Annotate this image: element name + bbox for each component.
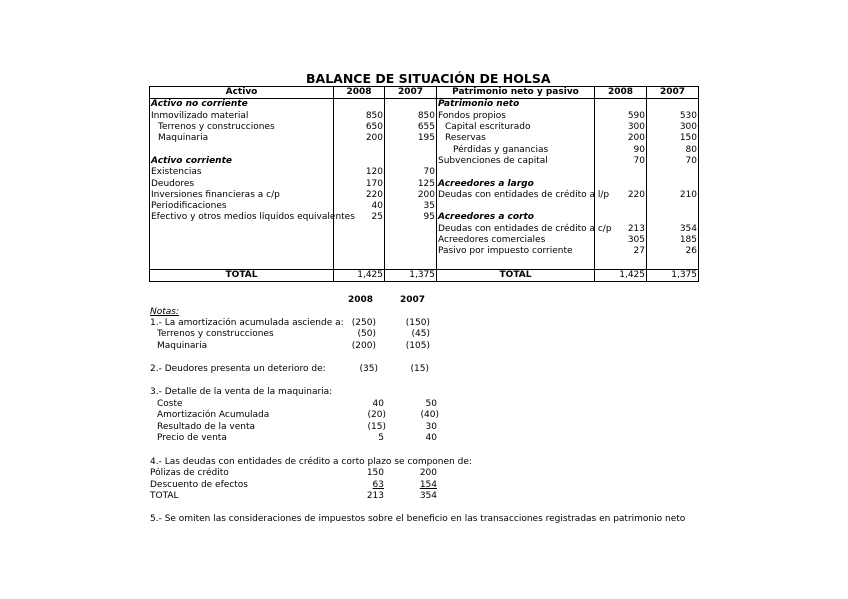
pasivo-2007 — [647, 178, 699, 189]
activo-2008 — [334, 235, 385, 246]
pasivo-2007 — [647, 212, 699, 223]
activo-2008: 40 — [334, 201, 385, 212]
pasivo-2007: 210 — [647, 190, 699, 201]
activo-label: Existencias — [150, 167, 334, 178]
pasivo-2007: 26 — [647, 246, 699, 257]
pasivo-label: Fondos propios — [437, 111, 595, 122]
pasivo-2008: 200 — [595, 133, 647, 144]
activo-label: Periodificaciones — [150, 201, 334, 212]
total-2007-left: 1,375 — [385, 269, 437, 281]
note-5-text: 5.- Se omiten las consideraciones de impuestos sobre el beneficio en las transacciones registradas en patrimonio neto — [150, 514, 686, 524]
note-1a-text: Terrenos y construcciones — [157, 329, 274, 339]
note-4b-text: Descuento de efectos — [150, 480, 248, 490]
pasivo-2008: 305 — [595, 235, 647, 246]
pasivo-2007: 530 — [647, 111, 699, 122]
activo-2007 — [385, 156, 437, 167]
activo-2008 — [334, 257, 385, 269]
pasivo-label: Deudas con entidades de crédito a c/p — [438, 223, 612, 234]
note-3b-text: Amortización Acumulada — [157, 410, 270, 420]
note-2-text: 2.- Deudores presenta un deterioro de: — [150, 364, 326, 374]
activo-label: Activo no corriente — [150, 99, 334, 111]
table-row — [150, 144, 699, 155]
pasivo-2007 — [647, 167, 699, 178]
note-1a-2007: (45) — [411, 329, 430, 339]
activo-label — [150, 224, 334, 235]
note-3c-2007: 30 — [425, 422, 437, 432]
pasivo-2008 — [595, 257, 647, 269]
total-2007-right: 1,375 — [647, 269, 699, 281]
pasivo-label: Subvenciones de capital — [437, 156, 595, 167]
table-row — [150, 178, 699, 189]
pasivo-2008: 90 — [595, 144, 647, 155]
pasivo-label — [437, 201, 595, 212]
note-3c-2008: (15) — [367, 422, 386, 432]
activo-2007: 655 — [385, 122, 437, 133]
table-header-row — [150, 87, 699, 99]
header-activo: Activo — [150, 87, 334, 99]
pasivo-2008: 220 — [595, 190, 647, 201]
note-3c-text: Resultado de la venta — [157, 422, 256, 432]
table-row — [150, 111, 699, 122]
table-row — [150, 257, 699, 269]
activo-2007 — [385, 144, 437, 155]
pasivo-label: Pasivo por impuesto corriente — [437, 246, 595, 257]
note-4c-2008: 213 — [366, 491, 384, 501]
note-1-2007: (150) — [405, 318, 430, 328]
activo-label — [150, 144, 334, 155]
note-2-2007: (15) — [410, 364, 429, 374]
activo-label — [150, 246, 334, 257]
pasivo-2008: 213 — [595, 224, 647, 235]
note-4a-2008: 150 — [366, 468, 384, 478]
pasivo-label: Deudas con entidades de crédito a l/p — [438, 189, 610, 200]
note-4a-text: Pólizas de crédito — [150, 468, 229, 478]
activo-label: Activo corriente — [150, 156, 334, 167]
notes-year-2007: 2007 — [400, 295, 426, 305]
activo-2008: 25 — [334, 212, 385, 223]
note-3d-text: Precio de venta — [157, 433, 227, 443]
activo-2008: 220 — [334, 190, 385, 201]
pasivo-label — [437, 257, 595, 269]
activo-2007: 125 — [385, 178, 437, 189]
activo-label: Terrenos y construcciones — [150, 122, 334, 133]
activo-2008 — [334, 224, 385, 235]
pasivo-2008: 300 — [595, 122, 647, 133]
notes-year-2008: 2008 — [348, 295, 374, 305]
total-row — [150, 269, 699, 281]
page-title: BALANCE DE SITUACIÓN DE HOLSA — [306, 71, 551, 86]
pasivo-label: Reservas — [437, 133, 595, 144]
activo-2008 — [334, 99, 385, 111]
note-4b-2007: 154 — [419, 480, 437, 490]
activo-label: Inversiones financieras a c/p — [150, 190, 334, 201]
pasivo-2008 — [595, 178, 647, 189]
activo-2008: 170 — [334, 178, 385, 189]
activo-2007 — [385, 224, 437, 235]
table-row — [150, 224, 699, 235]
note-3-text: 3.- Detalle de la venta de la maquinaria: — [150, 387, 333, 397]
total-label-right: TOTAL — [437, 269, 595, 281]
note-3d-2008: 5 — [378, 433, 384, 443]
activo-label — [150, 257, 334, 269]
pasivo-label — [437, 167, 595, 178]
note-1-text: 1.- La amortización acumulada asciende a: — [150, 318, 344, 328]
note-3b-2008: (20) — [367, 410, 386, 420]
activo-label: Deudores — [150, 178, 334, 189]
pasivo-2008: 70 — [595, 156, 647, 167]
pasivo-label: Patrimonio neto — [437, 99, 595, 111]
activo-label: Efectivo y otros medios líquidos equivalentes — [151, 212, 355, 223]
activo-label: Inmovilizado material — [150, 111, 334, 122]
pasivo-2007: 300 — [647, 122, 699, 133]
note-3b-2007: (40) — [420, 410, 439, 420]
pasivo-label: Pérdidas y ganancias — [437, 144, 595, 155]
note-4c-2007: 354 — [419, 491, 437, 501]
table-row — [150, 99, 699, 111]
note-1-2008: (250) — [351, 318, 376, 328]
activo-2008: 650 — [334, 122, 385, 133]
pasivo-label: Acreedores a largo — [437, 178, 595, 189]
activo-2007: 95 — [385, 212, 437, 223]
table-row — [150, 167, 699, 178]
header-2007-left: 2007 — [385, 87, 437, 99]
pasivo-2007 — [647, 201, 699, 212]
table-row — [150, 246, 699, 257]
header-2007-right: 2007 — [647, 87, 699, 99]
note-1b-2007: (105) — [405, 341, 430, 351]
total-label-left: TOTAL — [150, 269, 334, 281]
note-4-text: 4.- Las deudas con entidades de crédito a corto plazo se componen de: — [150, 457, 472, 467]
activo-label — [150, 235, 334, 246]
pasivo-2007: 354 — [647, 224, 699, 235]
table-row — [150, 190, 699, 201]
activo-2008 — [334, 144, 385, 155]
activo-2007: 200 — [385, 190, 437, 201]
pasivo-2007: 80 — [647, 144, 699, 155]
pasivo-2007 — [647, 257, 699, 269]
activo-2008: 200 — [334, 133, 385, 144]
activo-2007: 35 — [385, 201, 437, 212]
pasivo-2008: 27 — [595, 246, 647, 257]
note-4c-text: TOTAL — [150, 491, 179, 501]
total-2008-right: 1,425 — [595, 269, 647, 281]
note-3a-2007: 50 — [425, 399, 437, 409]
pasivo-2008: 590 — [595, 111, 647, 122]
pasivo-2007 — [647, 99, 699, 111]
header-2008-right: 2008 — [595, 87, 647, 99]
activo-2007 — [385, 246, 437, 257]
table-row — [150, 122, 699, 133]
note-4a-2007: 200 — [419, 468, 437, 478]
balance-table — [149, 86, 699, 282]
activo-2007: 850 — [385, 111, 437, 122]
table-row — [150, 235, 699, 246]
pasivo-2007: 150 — [647, 133, 699, 144]
activo-2007 — [385, 257, 437, 269]
note-3a-text: Coste — [157, 399, 183, 409]
note-2-2008: (35) — [359, 364, 378, 374]
table-row — [150, 201, 699, 212]
activo-2007 — [385, 99, 437, 111]
note-4b-2008: 63 — [372, 480, 384, 490]
pasivo-label: Capital escriturado — [437, 122, 595, 133]
pasivo-label: Acreedores a corto — [437, 212, 595, 223]
pasivo-2008 — [595, 201, 647, 212]
pasivo-2008 — [595, 99, 647, 111]
activo-2007 — [385, 235, 437, 246]
activo-2008: 850 — [334, 111, 385, 122]
note-3a-2008: 40 — [372, 399, 384, 409]
table-row — [150, 212, 699, 223]
header-pasivo: Patrimonio neto y pasivo — [437, 87, 595, 99]
activo-2008: 120 — [334, 167, 385, 178]
activo-2008 — [334, 156, 385, 167]
note-1a-2008: (50) — [357, 329, 376, 339]
notes-heading: Notas: — [150, 307, 180, 317]
pasivo-2007: 70 — [647, 156, 699, 167]
total-2008-left: 1,425 — [334, 269, 385, 281]
note-1b-2008: (200) — [351, 341, 376, 351]
activo-2007: 70 — [385, 167, 437, 178]
table-row — [150, 133, 699, 144]
pasivo-2008 — [595, 212, 647, 223]
note-3d-2007: 40 — [425, 433, 437, 443]
activo-label: Maquinaria — [150, 133, 334, 144]
activo-2007: 195 — [385, 133, 437, 144]
header-2008-left: 2008 — [334, 87, 385, 99]
table-row — [150, 156, 699, 167]
activo-2008 — [334, 246, 385, 257]
pasivo-label: Acreedores comerciales — [437, 235, 595, 246]
note-1b-text: Maquinaria — [157, 341, 208, 351]
pasivo-2008 — [595, 167, 647, 178]
pasivo-2007: 185 — [647, 235, 699, 246]
